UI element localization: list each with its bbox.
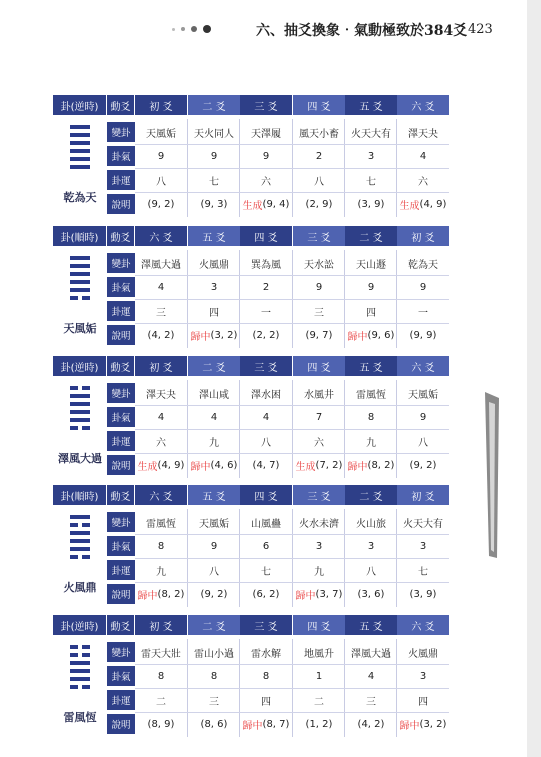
note-value: (3, 9): [409, 588, 437, 600]
note-value: (8, 7): [262, 718, 290, 730]
note-value: (3, 7): [315, 588, 343, 600]
yun-cell: 九: [366, 437, 376, 449]
note-value: (4, 2): [357, 718, 385, 730]
row-label: 說明: [107, 194, 135, 214]
hexagram-name: 火風鼎: [63, 581, 97, 594]
qi-cell: 3: [315, 540, 323, 552]
yun-cell: 三: [366, 696, 376, 708]
yun-cell: 七: [209, 176, 219, 188]
line-position-header: 四 爻: [293, 356, 345, 376]
changed-hexagram-cell: 天風姤: [408, 389, 438, 401]
qi-cell: 4: [210, 411, 218, 423]
row-label: 卦氣: [107, 146, 135, 166]
note-tag: 生成: [242, 200, 263, 212]
qi-cell: 3: [419, 670, 427, 682]
changed-hexagram-cell: 風天小畜: [299, 128, 339, 140]
moving-line-header: 動爻: [107, 356, 134, 376]
row-label: 變卦: [107, 122, 135, 142]
note-cell: [293, 192, 345, 216]
yun-cell: 二: [156, 696, 166, 708]
hexagram-table: [53, 485, 449, 609]
hexagram-table: [53, 226, 449, 350]
moving-line-header: 動爻: [107, 226, 134, 246]
note-tag: 生成: [137, 461, 158, 473]
line-position-header: 二 爻: [345, 485, 397, 505]
note-cell: [345, 712, 397, 736]
qi-cell: 2: [315, 150, 323, 162]
line-position-header: 初 爻: [397, 226, 449, 246]
note-cell: [135, 582, 187, 606]
note-cell: [188, 192, 240, 216]
note-value: (8, 2): [367, 459, 395, 471]
line-position-header: 初 爻: [135, 95, 187, 115]
yun-cell: 四: [418, 696, 428, 708]
line-position-header: 五 爻: [188, 485, 240, 505]
line-position-header: 四 爻: [240, 485, 292, 505]
line-position-header: 六 爻: [135, 485, 187, 505]
note-value: (3, 6): [357, 588, 385, 600]
yun-cell: 七: [261, 566, 271, 578]
yun-cell: 九: [156, 566, 166, 578]
note-cell: [397, 712, 449, 736]
note-tag: 歸中: [242, 720, 263, 732]
hexagram-name: 雷風恆: [63, 711, 97, 724]
yun-cell: 八: [418, 437, 428, 449]
note-value: (4, 9): [157, 459, 185, 471]
note-value: (8, 6): [200, 718, 228, 730]
note-cell: [135, 453, 187, 477]
bookmark-tab: [485, 392, 499, 558]
page-number: 423: [468, 22, 493, 37]
changed-hexagram-cell: 乾為天: [408, 259, 438, 271]
note-value: (9, 2): [200, 588, 228, 600]
line-position-header: 初 爻: [397, 485, 449, 505]
yun-cell: 六: [156, 437, 166, 449]
note-tag: 歸中: [295, 590, 316, 602]
yun-cell: 八: [156, 176, 166, 188]
line-position-header: 三 爻: [293, 226, 345, 246]
row-label: 卦運: [107, 170, 135, 190]
qi-cell: 8: [367, 411, 375, 423]
line-position-header: 初 爻: [135, 615, 187, 635]
note-tag: 歸中: [399, 720, 420, 732]
row-label: 說明: [107, 584, 135, 604]
note-cell: [397, 453, 449, 477]
qi-cell: 4: [157, 411, 165, 423]
qi-cell: 9: [315, 281, 323, 293]
hexagram-symbol: [57, 641, 103, 693]
note-value: (7, 2): [315, 459, 343, 471]
yun-cell: 七: [418, 566, 428, 578]
line-position-header: 六 爻: [397, 356, 449, 376]
qi-cell: 9: [419, 281, 427, 293]
qi-cell: 4: [367, 670, 375, 682]
note-cell: [188, 582, 240, 606]
note-value: (9, 2): [147, 198, 175, 210]
row-label: 變卦: [107, 642, 135, 662]
changed-hexagram-cell: 澤天夬: [408, 128, 438, 140]
line-position-header: 二 爻: [188, 356, 240, 376]
note-cell: [397, 192, 449, 216]
row-label: 卦氣: [107, 407, 135, 427]
note-value: (4, 9): [419, 198, 447, 210]
note-cell: [135, 712, 187, 736]
order-header: 卦(順時): [53, 226, 106, 246]
hexagram-symbol: [57, 121, 103, 173]
yun-cell: 九: [314, 566, 324, 578]
yun-cell: 八: [366, 566, 376, 578]
ornament-dots: [172, 25, 211, 33]
note-value: (1, 2): [305, 718, 333, 730]
hexagram-table: [53, 356, 449, 480]
qi-cell: 6: [262, 540, 270, 552]
note-cell: [293, 453, 345, 477]
note-cell: [293, 323, 345, 347]
note-cell: [188, 453, 240, 477]
yun-cell: 八: [314, 176, 324, 188]
line-position-header: 六 爻: [397, 615, 449, 635]
changed-hexagram-cell: 澤風大過: [141, 259, 181, 271]
note-value: (9, 9): [409, 329, 437, 341]
note-tag: 歸中: [190, 331, 211, 343]
yun-cell: 九: [209, 437, 219, 449]
qi-cell: 8: [262, 670, 270, 682]
row-label: 變卦: [107, 253, 135, 273]
changed-hexagram-cell: 雷天大壯: [141, 648, 181, 660]
qi-cell: 3: [367, 150, 375, 162]
line-position-header: 五 爻: [345, 356, 397, 376]
changed-hexagram-cell: 天風姤: [146, 128, 176, 140]
changed-hexagram-cell: 巽為風: [251, 259, 281, 271]
yun-cell: 七: [366, 176, 376, 188]
changed-hexagram-cell: 火風鼎: [408, 648, 438, 660]
note-cell: [240, 192, 292, 216]
note-tag: 歸中: [137, 590, 158, 602]
note-tag: 歸中: [347, 461, 368, 473]
note-value: (3, 2): [210, 329, 238, 341]
line-position-header: 四 爻: [293, 615, 345, 635]
yun-cell: 一: [418, 307, 428, 319]
row-label: 卦運: [107, 301, 135, 321]
qi-cell: 4: [262, 411, 270, 423]
note-cell: [397, 323, 449, 347]
line-position-header: 二 爻: [188, 95, 240, 115]
yun-cell: 六: [418, 176, 428, 188]
row-label: 卦氣: [107, 536, 135, 556]
note-cell: [240, 323, 292, 347]
note-cell: [345, 453, 397, 477]
moving-line-header: 動爻: [107, 615, 134, 635]
note-value: (8, 9): [147, 718, 175, 730]
row-label: 卦運: [107, 431, 135, 451]
line-position-header: 五 爻: [188, 226, 240, 246]
line-position-header: 四 爻: [293, 95, 345, 115]
changed-hexagram-cell: 天風姤: [199, 518, 229, 530]
qi-cell: 3: [419, 540, 427, 552]
changed-hexagram-cell: 澤山咸: [199, 389, 229, 401]
hexagram-table: [53, 615, 449, 739]
qi-cell: 2: [262, 281, 270, 293]
yun-cell: 四: [366, 307, 376, 319]
qi-cell: 3: [210, 281, 218, 293]
line-position-header: 三 爻: [240, 95, 292, 115]
changed-hexagram-cell: 天澤履: [251, 128, 281, 140]
line-position-header: 三 爻: [240, 615, 292, 635]
note-cell: [240, 712, 292, 736]
note-value: (3, 9): [357, 198, 385, 210]
changed-hexagram-cell: 火風鼎: [199, 259, 229, 271]
qi-cell: 9: [367, 281, 375, 293]
note-cell: [345, 323, 397, 347]
order-header: 卦(逆時): [53, 615, 106, 635]
qi-cell: 4: [419, 150, 427, 162]
note-tag: 歸中: [190, 461, 211, 473]
row-label: 卦運: [107, 560, 135, 580]
note-cell: [188, 712, 240, 736]
yun-cell: 四: [209, 307, 219, 319]
qi-cell: 9: [210, 150, 218, 162]
qi-cell: 9: [262, 150, 270, 162]
note-cell: [293, 582, 345, 606]
moving-line-header: 動爻: [107, 95, 134, 115]
changed-hexagram-cell: 火山旅: [356, 518, 386, 530]
hexagram-symbol: [57, 511, 103, 563]
qi-cell: 8: [157, 540, 165, 552]
qi-cell: 3: [367, 540, 375, 552]
changed-hexagram-cell: 雷風恆: [146, 518, 176, 530]
changed-hexagram-cell: 雷水解: [251, 648, 281, 660]
row-label: 說明: [107, 714, 135, 734]
changed-hexagram-cell: 水風井: [304, 389, 334, 401]
page-header: [0, 17, 520, 45]
changed-hexagram-cell: 天火同人: [194, 128, 234, 140]
order-header: 卦(逆時): [53, 95, 106, 115]
line-position-header: 二 爻: [345, 226, 397, 246]
qi-cell: 9: [210, 540, 218, 552]
changed-hexagram-cell: 火水未濟: [299, 518, 339, 530]
note-tag: 生成: [399, 200, 420, 212]
hexagram-name: 天風姤: [63, 322, 97, 335]
note-cell: [397, 582, 449, 606]
note-cell: [240, 453, 292, 477]
note-cell: [345, 192, 397, 216]
line-position-header: 五 爻: [345, 95, 397, 115]
note-value: (3, 2): [419, 718, 447, 730]
changed-hexagram-cell: 澤水困: [251, 389, 281, 401]
yun-cell: 六: [261, 176, 271, 188]
line-position-header: 四 爻: [240, 226, 292, 246]
line-position-header: 五 爻: [345, 615, 397, 635]
note-tag: 歸中: [347, 331, 368, 343]
line-position-header: 初 爻: [135, 356, 187, 376]
changed-hexagram-cell: 火天大有: [403, 518, 443, 530]
changed-hexagram-cell: 澤風大過: [351, 648, 391, 660]
line-position-header: 六 爻: [397, 95, 449, 115]
yun-cell: 二: [314, 696, 324, 708]
note-value: (4, 6): [210, 459, 238, 471]
note-value: (9, 2): [409, 459, 437, 471]
yun-cell: 一: [261, 307, 271, 319]
hexagram-symbol: [57, 252, 103, 304]
row-label: 卦氣: [107, 666, 135, 686]
note-value: (6, 2): [252, 588, 280, 600]
note-cell: [345, 582, 397, 606]
note-value: (9, 7): [305, 329, 333, 341]
note-value: (8, 2): [157, 588, 185, 600]
hexagram-symbol: [57, 382, 103, 434]
yun-cell: 六: [314, 437, 324, 449]
changed-hexagram-cell: 火天大有: [351, 128, 391, 140]
yun-cell: 八: [261, 437, 271, 449]
hexagram-name: 乾為天: [63, 191, 97, 204]
hexagram-table: [53, 95, 449, 219]
line-position-header: 二 爻: [188, 615, 240, 635]
row-label: 變卦: [107, 383, 135, 403]
moving-line-header: 動爻: [107, 485, 134, 505]
order-header: 卦(順時): [53, 485, 106, 505]
changed-hexagram-cell: 天山遯: [356, 259, 386, 271]
qi-cell: 8: [157, 670, 165, 682]
note-value: (9, 3): [200, 198, 228, 210]
hexagram-name: 澤風大過: [58, 452, 102, 465]
line-position-header: 三 爻: [240, 356, 292, 376]
note-value: (9, 6): [367, 329, 395, 341]
row-label: 卦氣: [107, 277, 135, 297]
note-cell: [135, 192, 187, 216]
qi-cell: 9: [419, 411, 427, 423]
changed-hexagram-cell: 雷風恆: [356, 389, 386, 401]
note-value: (2, 2): [252, 329, 280, 341]
yun-cell: 八: [209, 566, 219, 578]
qi-cell: 7: [315, 411, 323, 423]
note-cell: [293, 712, 345, 736]
yun-cell: 三: [314, 307, 324, 319]
changed-hexagram-cell: 雷山小過: [194, 648, 234, 660]
changed-hexagram-cell: 天水訟: [304, 259, 334, 271]
note-cell: [188, 323, 240, 347]
chapter-title: 六、抽爻換象‧氣動極致於384爻: [256, 23, 468, 39]
changed-hexagram-cell: 山風蠱: [251, 518, 281, 530]
changed-hexagram-cell: 地風升: [304, 648, 334, 660]
note-cell: [240, 582, 292, 606]
yun-cell: 三: [156, 307, 166, 319]
note-value: (2, 9): [305, 198, 333, 210]
qi-cell: 9: [157, 150, 165, 162]
page-edge: [527, 0, 541, 757]
note-tag: 生成: [295, 461, 316, 473]
note-value: (4, 2): [147, 329, 175, 341]
row-label: 說明: [107, 455, 135, 475]
qi-cell: 8: [210, 670, 218, 682]
row-label: 變卦: [107, 512, 135, 532]
line-position-header: 六 爻: [135, 226, 187, 246]
row-label: 卦運: [107, 690, 135, 710]
row-label: 說明: [107, 325, 135, 345]
note-value: (9, 4): [262, 198, 290, 210]
order-header: 卦(逆時): [53, 356, 106, 376]
line-position-header: 三 爻: [293, 485, 345, 505]
note-value: (4, 7): [252, 459, 280, 471]
qi-cell: 1: [315, 670, 323, 682]
note-cell: [135, 323, 187, 347]
yun-cell: 三: [209, 696, 219, 708]
yun-cell: 四: [261, 696, 271, 708]
changed-hexagram-cell: 澤天夬: [146, 389, 176, 401]
qi-cell: 4: [157, 281, 165, 293]
